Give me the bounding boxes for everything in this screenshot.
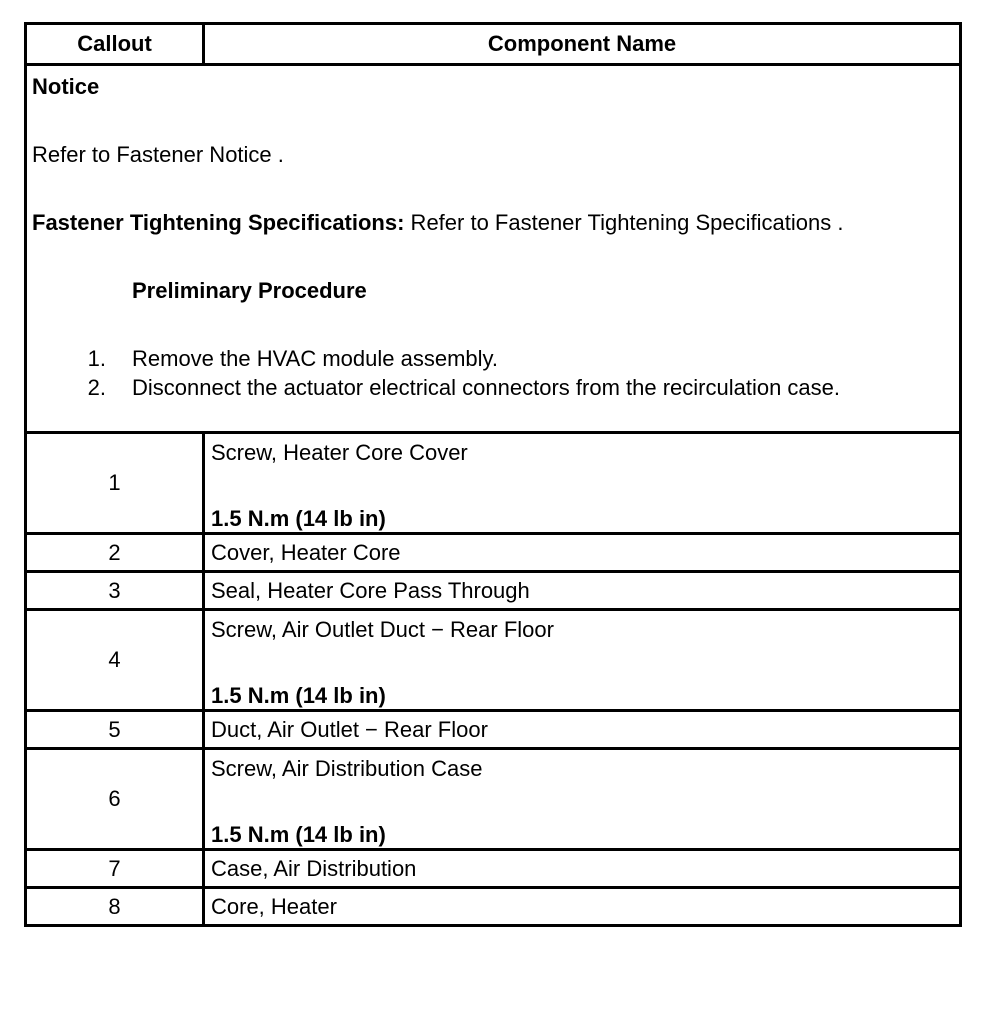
component-name: Screw, Air Outlet Duct − Rear Floor [211,617,554,642]
component-name: Screw, Heater Core Cover [211,440,468,465]
notice-title: Notice [32,74,100,99]
component-name-cell [204,572,961,610]
component-row [26,433,961,534]
component-name-cell [204,850,961,888]
procedure-steps [32,344,955,402]
callout-number: 4 [26,610,204,711]
procedure-step [32,373,955,402]
callout-number: 5 [26,711,204,749]
callout-header: Callout [26,24,204,65]
component-name: Screw, Air Distribution Case [211,756,483,781]
torque-spec: 1.5 N.m (14 lb in) [211,822,386,847]
component-name-cell [204,610,961,711]
component-name: Cover, Heater Core [211,539,401,565]
component-name-cell [204,534,961,572]
callout-number: 7 [26,850,204,888]
step-number: 2. [87,375,106,400]
component-row [26,572,961,610]
fastener-notice-text: Refer to Fastener Notice . [32,142,284,167]
torque-spec: 1.5 N.m (14 lb in) [211,683,386,708]
component-table [24,22,962,927]
callout-number: 3 [26,572,204,610]
fastener-spec-text: Refer to Fastener Tightening Specifications . [404,210,844,235]
notice-cell [26,65,961,433]
callout-number: 6 [26,749,204,850]
fastener-spec-line [32,210,955,236]
component-name: Core, Heater [211,893,337,919]
component-name-cell [204,433,961,534]
component-name-header: Component Name [204,24,961,65]
torque-spec: 1.5 N.m (14 lb in) [211,506,386,531]
component-name-cell [204,888,961,926]
component-row [26,749,961,850]
component-row [26,850,961,888]
callout-number: 1 [26,433,204,534]
procedure-step [32,344,955,373]
component-name: Case, Air Distribution [211,855,417,881]
component-name: Seal, Heater Core Pass Through [211,577,530,603]
component-name-cell [204,711,961,749]
component-row [26,711,961,749]
callout-number: 2 [26,534,204,572]
step-text: Remove the HVAC module assembly. [132,346,498,371]
component-name: Duct, Air Outlet − Rear Floor [211,716,488,742]
callout-number: 8 [26,888,204,926]
fastener-spec-label: Fastener Tightening Specifications: [32,210,405,235]
component-row [26,610,961,711]
component-name-cell [204,749,961,850]
component-row [26,534,961,572]
header-row [26,24,961,65]
notice-row [26,65,961,433]
step-text: Disconnect the actuator electrical connectors from the recirculation case. [132,375,840,400]
step-number: 1. [87,346,106,371]
preliminary-procedure-title: Preliminary Procedure [132,278,367,303]
component-row [26,888,961,926]
